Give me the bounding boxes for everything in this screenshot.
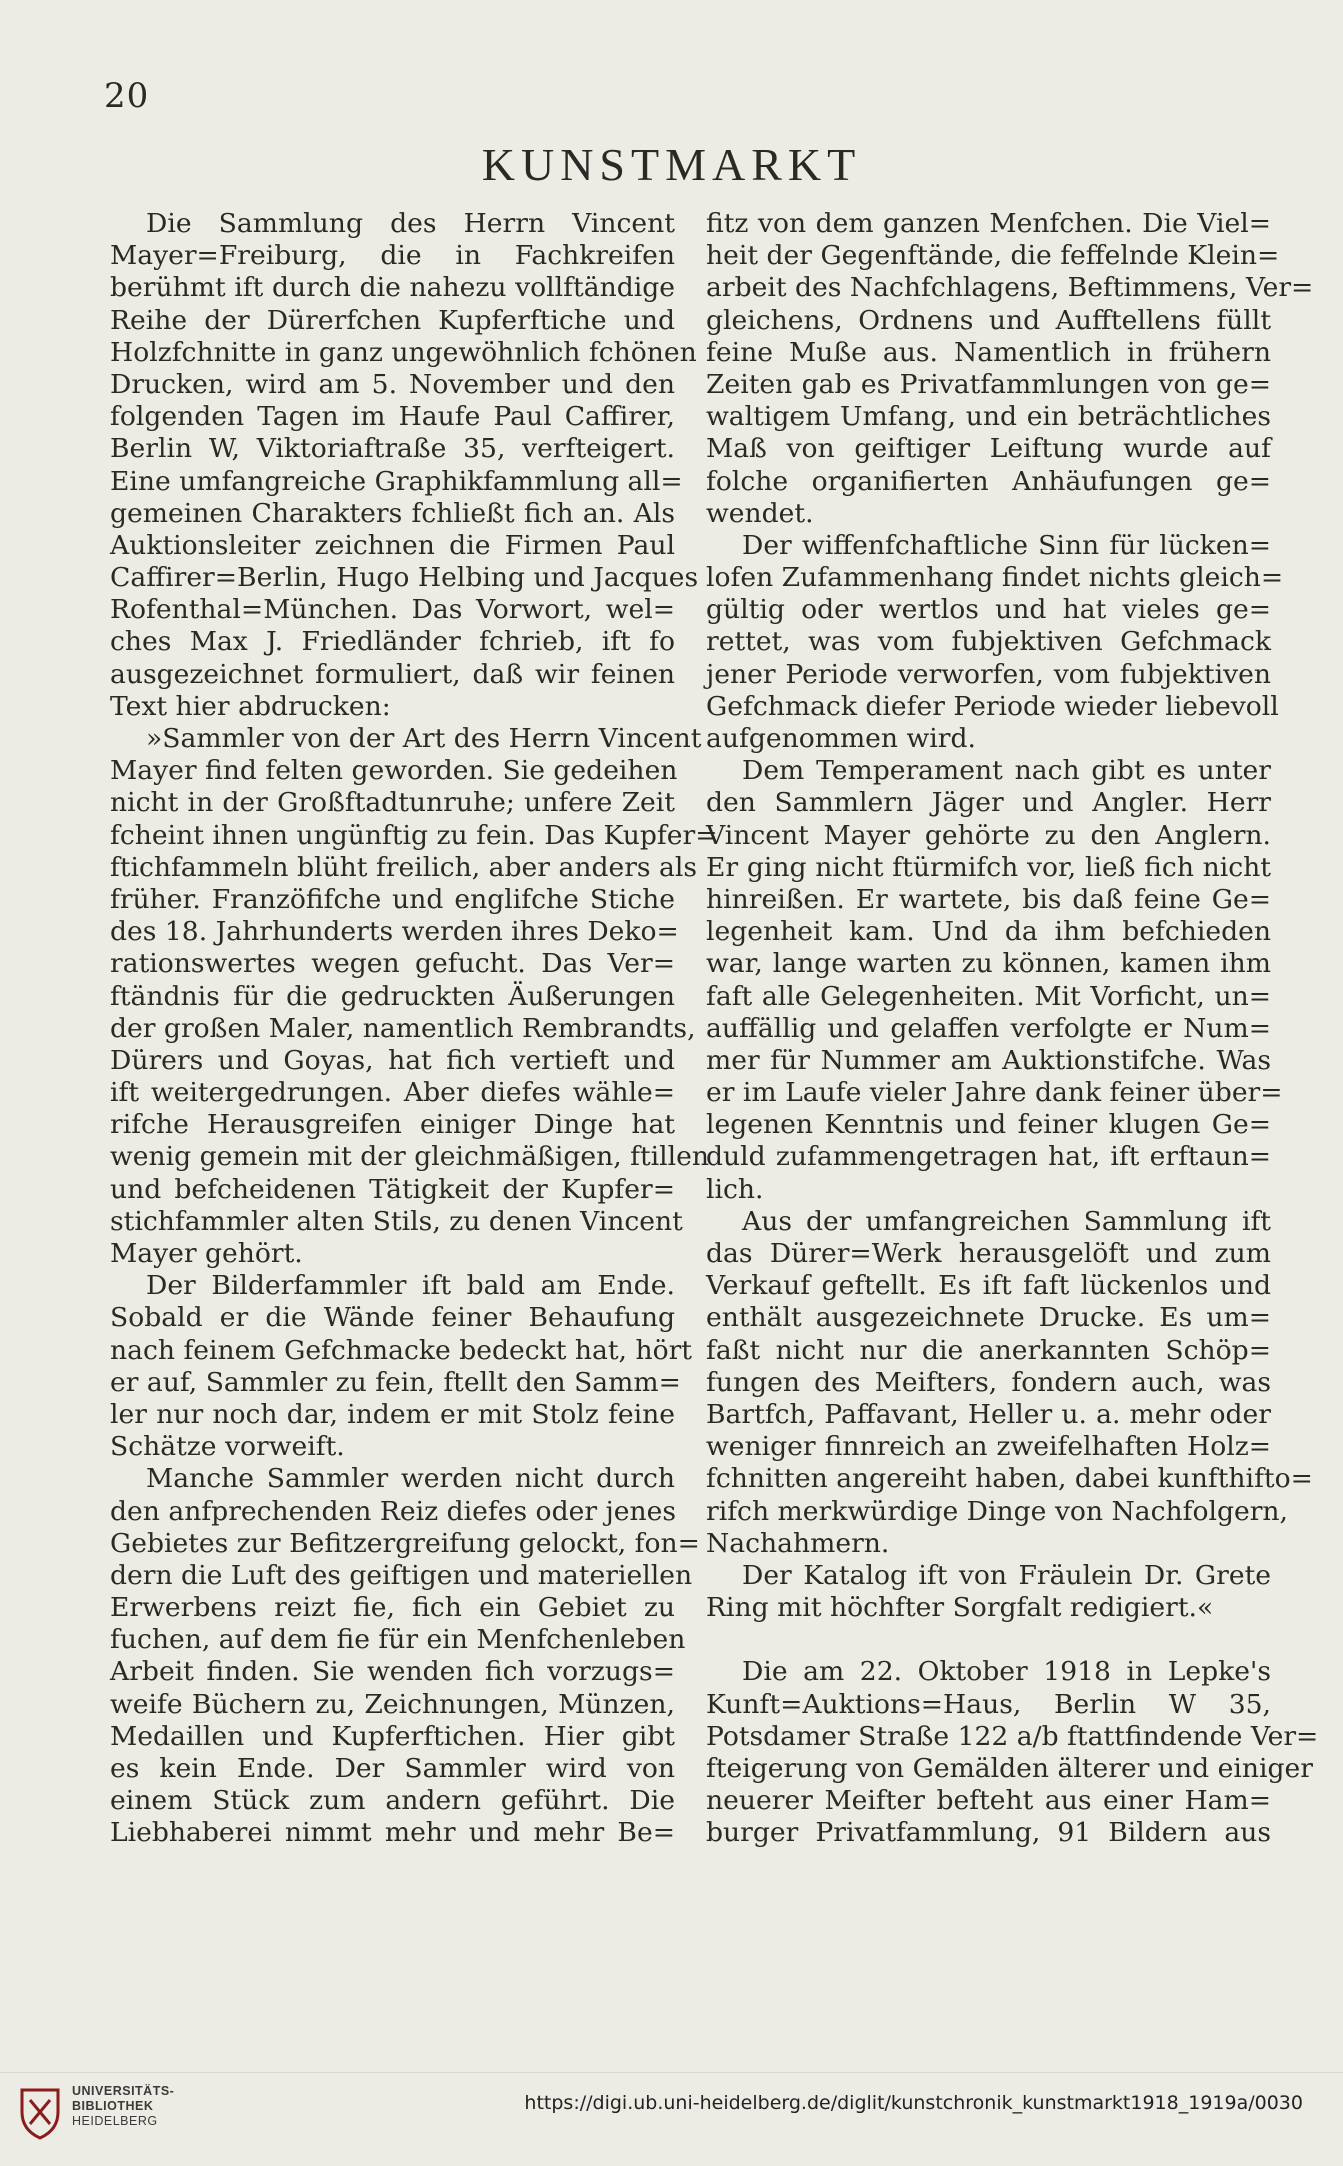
text-line: ches Max J. Friedländer fchrieb, ift fo [110, 626, 675, 658]
text-line: Der Bilderfammler ift bald am Ende. [146, 1270, 675, 1302]
text-line: Arbeit finden. Sie wenden fich vorzugs= [110, 1656, 675, 1688]
text-line: Die am 22. Oktober 1918 in Lepke's [742, 1656, 1271, 1688]
text-line: ftichfammeln blüht freilich, aber anders als [110, 851, 698, 883]
text-line: fcheint ihnen ungünftig zu fein. Das Kupfer= [110, 819, 718, 851]
text-line: fungen des Meifters, fondern auch, was [706, 1366, 1271, 1398]
text-line: Potsdamer Straße 122 a/b ftattfindende Ver= [706, 1720, 1319, 1752]
text-line: mer für Nummer am Auktionstifche. Was [706, 1044, 1271, 1076]
text-line: folgenden Tagen im Haufe Paul Caffirer, [110, 401, 675, 433]
text-line: ift weitergedrungen. Aber diefes wähle= [110, 1077, 675, 1109]
footer-divider [0, 2072, 1343, 2073]
text-line: dern die Luft des geiftigen und materiellen [110, 1559, 693, 1591]
text-line: Caffirer=Berlin, Hugo Helbing und Jacques [110, 562, 699, 594]
text-line: hinreißen. Er wartete, bis daß feine Ge= [706, 883, 1271, 915]
text-line: Auktionsleiter zeichnen die Firmen Paul [110, 529, 675, 561]
text-line: Eine umfangreiche Graphikfammlung all= [110, 465, 683, 497]
text-line: gültig oder wertlos und hat vieles ge= [706, 594, 1271, 626]
text-line: Dem Temperament nach gibt es unter [742, 755, 1271, 787]
text-line: wendet. [706, 497, 814, 529]
left-column [110, 208, 718, 1850]
text-line: Mayer gehört. [110, 1238, 303, 1269]
logo-line: UNIVERSITÄTS- [72, 2084, 175, 2098]
text-line: »Sammler von der Art des Herrn Vincent [146, 723, 702, 754]
text-line: waltigem Umfang, und ein beträchtliches [706, 401, 1271, 433]
text-line: rationswertes wegen gefucht. Das Ver= [110, 948, 675, 980]
text-line: legenheit kam. Und da ihm befchieden [706, 916, 1271, 948]
text-line: Sobald er die Wände feiner Behaufung [110, 1302, 675, 1334]
text-line: faßt nicht nur die anerkannten Schöp= [706, 1334, 1271, 1366]
logo-line: BIBLIOTHEK [72, 2099, 154, 2113]
text-line: Er ging nicht ftürmifch vor, ließ fich nicht [706, 851, 1271, 883]
text-line: Verkauf geftellt. Es ift faft lückenlos und [706, 1270, 1271, 1302]
text-line: Rofenthal=München. Das Vorwort, wel= [110, 594, 675, 626]
text-line: der großen Maler, namentlich Rembrandts, [110, 1012, 696, 1044]
text-line: Zeiten gab es Privatfammlungen von ge= [706, 368, 1271, 400]
text-line: ausgezeichnet formuliert, daß wir feinen [110, 658, 675, 690]
text-line: gemeinen Charakters fchließt fich an. Als [110, 497, 675, 529]
text-line: fteigerung von Gemälden älterer und einiger [706, 1753, 1313, 1784]
text-line: Vincent Mayer gehörte zu den Anglern. [706, 819, 1271, 851]
text-line: rifche Herausgreifen einiger Dinge hat [110, 1109, 675, 1141]
text-line: fitz von dem ganzen Menfchen. Die Viel= [706, 208, 1271, 239]
text-line: fuchen, auf dem fie für ein Menfchenleben [110, 1624, 686, 1656]
text-line: fchnitten angereiht haben, dabei kunfthifto= [706, 1463, 1313, 1495]
text-line: folche organifierten Anhäufungen ge= [706, 465, 1271, 497]
text-line: wenig gemein mit der gleichmäßigen, ftillen [110, 1141, 710, 1173]
text-line: rifch merkwürdige Dinge von Nachfolgern, [706, 1495, 1289, 1527]
text-line: arbeit des Nachfchlagens, Beftimmens, Ver= [706, 272, 1314, 304]
text-line: Holzfchnitte in ganz ungewöhnlich fchönen [110, 336, 697, 368]
text-line: Berlin W, Viktoriaftraße 35, verfteigert. [110, 433, 675, 465]
text-line: des 18. Jahrhunderts werden ihres Deko= [110, 916, 679, 948]
text-line: Erwerbens reizt fie, fich ein Gebiet zu [110, 1592, 675, 1624]
text-line [706, 1624, 1271, 1656]
text-line: berühmt ift durch die nahezu vollftändige [110, 272, 675, 304]
text-line: faft alle Gelegenheiten. Mit Vorficht, un= [706, 980, 1271, 1012]
text-line: Der Katalog ift von Fräulein Dr. Grete [742, 1559, 1271, 1591]
text-line: Gefchmack diefer Periode wieder liebevoll [706, 690, 1279, 722]
text-line: enthält ausgezeichnete Drucke. Es um= [706, 1302, 1271, 1334]
text-line: burger Privatfammlung, 91 Bildern aus [706, 1817, 1271, 1849]
text-line: Bartfch, Paffavant, Heller u. a. mehr oder [706, 1398, 1271, 1430]
text-line: einem Stück zum andern geführt. Die [110, 1785, 675, 1817]
text-line: den Sammlern Jäger und Angler. Herr [706, 787, 1271, 819]
text-line: neuerer Meifter befteht aus einer Ham= [706, 1785, 1271, 1817]
text-line: weniger finnreich an zweifelhaften Holz= [706, 1431, 1271, 1463]
text-line: Ring mit höchfter Sorgfalt redigiert.« [706, 1592, 1214, 1624]
text-line: lich. [706, 1173, 764, 1205]
text-line: Aus der umfangreichen Sammlung ift [742, 1205, 1271, 1237]
text-line: Kunft=Auktions=Haus, Berlin W 35, [706, 1688, 1271, 1720]
text-line: nach feinem Gefchmacke bedeckt hat, hört [110, 1334, 692, 1366]
library-logo[interactable] [16, 2076, 216, 2146]
text-line: Mayer find felten geworden. Sie gedeihen [110, 755, 678, 787]
page-title: KUNSTMARKT [481, 139, 862, 190]
text-line: Dürers und Goyas, hat fich vertieft und [110, 1044, 675, 1076]
text-line: Gebietes zur Befitzergreifung gelockt, fon= [110, 1527, 700, 1559]
page-number: 20 [104, 76, 150, 116]
text-line: Nachahmern. [706, 1527, 890, 1559]
text-line: Reihe der Dürerfchen Kupferftiche und [110, 304, 675, 336]
right-column [706, 208, 1319, 1850]
text-line: Manche Sammler werden nicht durch [146, 1463, 675, 1495]
text-line: es kein Ende. Der Sammler wird von [110, 1753, 675, 1784]
text-line: duld zufammengetragen hat, ift erftaun= [706, 1141, 1271, 1173]
text-line: war, lange warten zu können, kamen ihm [706, 948, 1271, 980]
text-line: ftändnis für die gedruckten Äußerungen [110, 980, 675, 1012]
text-line: stichfammler alten Stils, zu denen Vincent [110, 1205, 683, 1237]
text-line: Medaillen und Kupferftichen. Hier gibt [110, 1720, 675, 1752]
text-line: er auf, Sammler zu fein, ftellt den Samm= [110, 1366, 681, 1398]
text-line: Mayer=Freiburg, die in Fachkreifen [110, 240, 675, 272]
text-line: Die Sammlung des Herrn Vincent [146, 208, 675, 239]
text-line: Liebhaberei nimmt mehr und mehr Be= [110, 1817, 675, 1849]
text-line: aufgenommen wird. [706, 723, 976, 754]
text-line: Der wiffenfchaftliche Sinn für lücken= [742, 529, 1271, 561]
text-line: lofen Zufammenhang findet nichts gleich= [706, 562, 1284, 594]
text-line: Text hier abdrucken: [110, 690, 391, 722]
text-line: früher. Franzöfifche und englifche Stiche [110, 883, 675, 915]
text-line: Drucken, wird am 5. November und den [110, 368, 675, 400]
text-line: Schätze vorweift. [110, 1431, 345, 1463]
text-line: gleichens, Ordnens und Aufftellens füllt [706, 304, 1271, 336]
text-line: legenen Kenntnis und feiner klugen Ge= [706, 1109, 1271, 1141]
text-line: das Dürer=Werk herausgelöft und zum [706, 1238, 1271, 1269]
text-line: auffällig und gelaffen verfolgte er Num= [706, 1012, 1271, 1044]
library-name [72, 2084, 174, 2129]
text-line: Maß von geiftiger Leiftung wurde auf [706, 433, 1271, 465]
logo-line: HEIDELBERG [72, 2114, 158, 2128]
text-line: er im Laufe vieler Jahre dank feiner über= [706, 1077, 1283, 1109]
text-line: ler nur noch dar, indem er mit Stolz feine [110, 1398, 675, 1430]
text-line: und befcheidenen Tätigkeit der Kupfer= [110, 1173, 675, 1205]
text-line: feine Muße aus. Namentlich in frühern [706, 336, 1271, 368]
permalink-url[interactable]: https://digi.ub.uni-heidelberg.de/diglit/kunstchronik_kunstmarkt1918_1919a/0030 [524, 2092, 1303, 2114]
text-line: den anfprechenden Reiz diefes oder jenes [110, 1495, 676, 1527]
text-line: heit der Gegenftände, die feffelnde Klein= [706, 240, 1280, 272]
text-line: weife Büchern zu, Zeichnungen, Münzen, [110, 1688, 675, 1720]
library-seal-icon [16, 2082, 64, 2142]
text-line: jener Periode verworfen, vom fubjektiven [706, 658, 1271, 690]
text-line: rettet, was vom fubjektiven Gefchmack [706, 626, 1271, 658]
text-line: nicht in der Großftadtunruhe; unfere Zeit [110, 787, 675, 819]
